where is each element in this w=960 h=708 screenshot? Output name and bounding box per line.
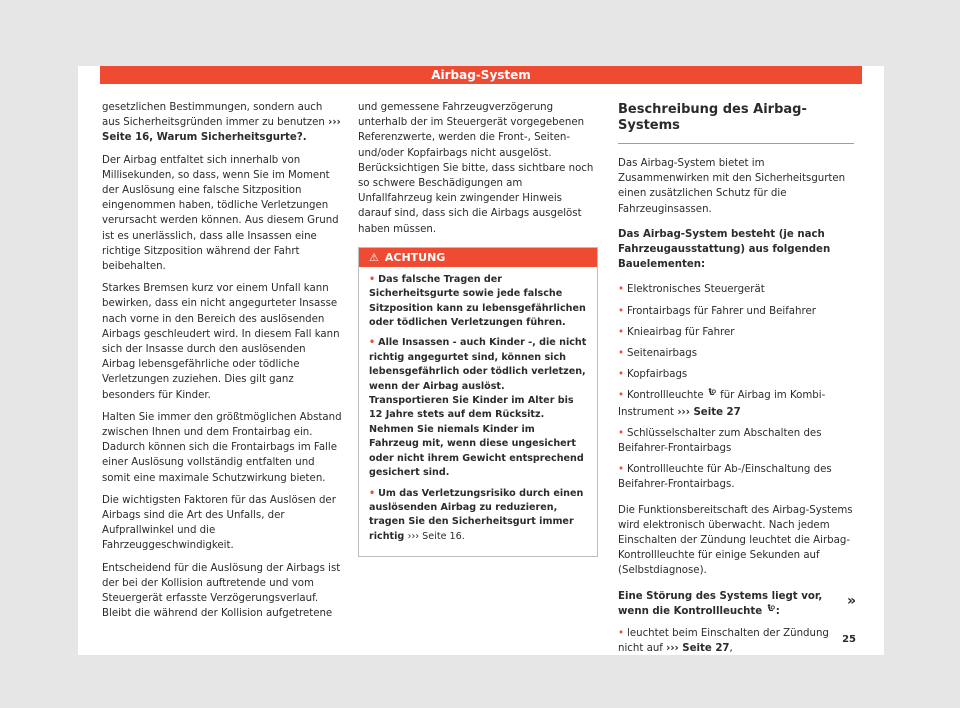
bullet-icon: • — [618, 464, 625, 476]
bullet-icon: • — [369, 337, 376, 349]
page-reference-link[interactable]: ››› Seite 27 — [666, 643, 730, 655]
warning-box — [358, 247, 598, 557]
page-reference-link[interactable]: ››› Seite 16, Warum Sicherheitsgurte?. — [102, 117, 341, 144]
bullet-icon: • — [618, 305, 625, 317]
list-item: • Knieairbag für Fahrer — [618, 326, 735, 338]
bullet-icon: • — [618, 284, 625, 296]
list-item: • Kontrollleuchte für Airbag im Kombi-Instrument ››› Seite 27 — [618, 390, 826, 418]
paragraph: Starkes Bremsen kurz vor einem Unfall kann bewirken, dass ein nicht angegurteter Insasse nach vorne in den Bereich des auslösenden Airbags geschleudert wird. In diesem Fall kann sich der Insasse durch den auslösenden Airbag lebensgefährliche oder tödliche Verletzungen zuziehen. Dies gilt ganz besonders für Kinder. — [102, 283, 340, 401]
page-reference-link[interactable]: ››› Seite 16. — [407, 530, 465, 542]
bullet-icon: • — [618, 390, 625, 402]
column-right — [618, 102, 854, 662]
list-item: • Kontrollleuchte für Ab-/Einschaltung des Beifahrer-Frontairbags. — [618, 464, 832, 491]
bullet-icon: • — [618, 326, 625, 338]
continue-arrow-icon: » — [846, 593, 856, 609]
airbag-warning-light-icon — [766, 604, 776, 620]
bullet-icon: • — [369, 273, 376, 285]
list-item: • Seitenairbags — [618, 348, 698, 360]
airbag-warning-light-icon — [707, 388, 717, 404]
column-middle — [358, 100, 598, 557]
page-reference-link[interactable]: ››› Seite 27 — [677, 406, 741, 418]
warning-header: ⚠ ACHTUNG — [359, 248, 597, 267]
column-left — [102, 100, 342, 629]
list-item: • Kopfairbags — [618, 369, 688, 381]
warning-body — [359, 267, 597, 556]
list-item: • Elektronisches Steuergerät — [618, 284, 765, 296]
paragraph: gesetzlichen Bestimmungen, sondern auch aus Sicherheitsgründen immer zu benutzen ››› Seite 16, Warum Sicherheitsgurte?. — [102, 102, 341, 144]
list-heading: Das Airbag-System besteht (je nach Fahrzeugausstattung) aus folgenden Bauelementen: — [618, 228, 831, 271]
bullet-icon: • — [618, 628, 625, 640]
paragraph: Halten Sie immer den größtmöglichen Abstand zwischen Ihnen und dem Frontairbag ein. Dadurch können sich die Frontairbags im Falle einer Auslösung vollständig entfalten und somit eine maximale Schutzwirkung bieten. — [102, 411, 342, 484]
bullet-icon: • — [369, 487, 376, 499]
list-item: • Schlüsselschalter zum Abschalten des Beifahrer-Frontairbags — [618, 427, 822, 455]
list-item: • Frontairbags für Fahrer und Beifahrer — [618, 305, 816, 317]
list-item: • leuchtet beim Einschalten der Zündung nicht auf ››› Seite 27, — [618, 628, 829, 655]
bullet-icon: • — [618, 369, 625, 381]
bullet-icon: • — [618, 427, 625, 439]
manual-page — [78, 66, 884, 655]
paragraph: Die wichtigsten Faktoren für das Auslösen der Airbags sind die Art des Unfalls, der Aufprallwinkel und die Fahrzeuggeschwindigkeit. — [102, 494, 336, 552]
warning-item: • Das falsche Tragen der Sicherheitsgurte sowie jede falsche Sitzposition kann zu lebensgefährlichen oder tödlichen Verletzungen führen. — [369, 273, 586, 329]
warning-item: • Um das Verletzungsrisiko durch einen auslösenden Airbag zu reduzieren, tragen Sie den Sicherheitsgurt immer richtig ››› Seite 16. — [369, 487, 584, 542]
bullet-icon: • — [618, 348, 625, 360]
paragraph: Die Funktionsbereitschaft des Airbag-Systems wird elektronisch überwacht. Nach jedem Einschalten der Zündung leuchtet die Airbag-Kontrollleuchte für einige Sekunden auf (Selbstdiagnose). — [618, 504, 853, 577]
paragraph: und gemessene Fahrzeugverzögerung unterhalb der im Steuergerät vorgegebenen Referenzwerte, werden die Front-, Seiten- und/oder Kopfairbags nicht ausgelöst. Berücksichtigen Sie bitte, dass sichtbare noch so schwere Beschädigungen am Unfallfahrzeug kein zwingender Hinweis darauf sind, dass sich die Airbags ausgelöst haben müssen. — [358, 102, 594, 235]
warning-triangle-icon: ⚠ — [369, 250, 379, 264]
paragraph: Der Airbag entfaltet sich innerhalb von Millisekunden, so dass, wenn Sie im Moment der Auslösung eine falsche Sitzposition eingenommen haben, tödliche Verletzungen verursacht werden können. Aus diesem Grund ist es unerlässlich, dass alle Insassen eine richtige Sitzposition während der Fahrt beibehalten. — [102, 154, 339, 273]
section-title: Beschreibung des Airbag-Systems — [618, 102, 854, 144]
paragraph: Entscheidend für die Auslösung der Airbags ist der bei der Kollision auftretende und vom Steuergerät erfasste Verzögerungsverlauf. Bleibt die während der Kollision aufgetretene — [102, 562, 341, 620]
warning-item: • Alle Insassen - auch Kinder -, die nicht richtig angegurtet sind, können sich lebensgefährlich oder tödlich verletzen, wenn der Airbag auslöst. Transportieren Sie Kinder im Alter bis 12 Jahre stets auf dem Rücksitz. Nehmen Sie niemals Kinder im Fahrzeug mit, wenn diese ungesichert oder nicht ihrem Gewicht entsprechend gesichert sind. — [369, 337, 587, 479]
page-number: 25 — [842, 634, 856, 645]
fault-heading: Eine Störung des Systems liegt vor, wenn die Kontrollleuchte : — [618, 589, 854, 620]
page-header-bar: Airbag-System — [100, 66, 862, 84]
paragraph: Das Airbag-System bietet im Zusammenwirken mit den Sicherheitsgurten einen zusätzlichen Schutz für die Fahrzeuginsassen. — [618, 158, 846, 215]
